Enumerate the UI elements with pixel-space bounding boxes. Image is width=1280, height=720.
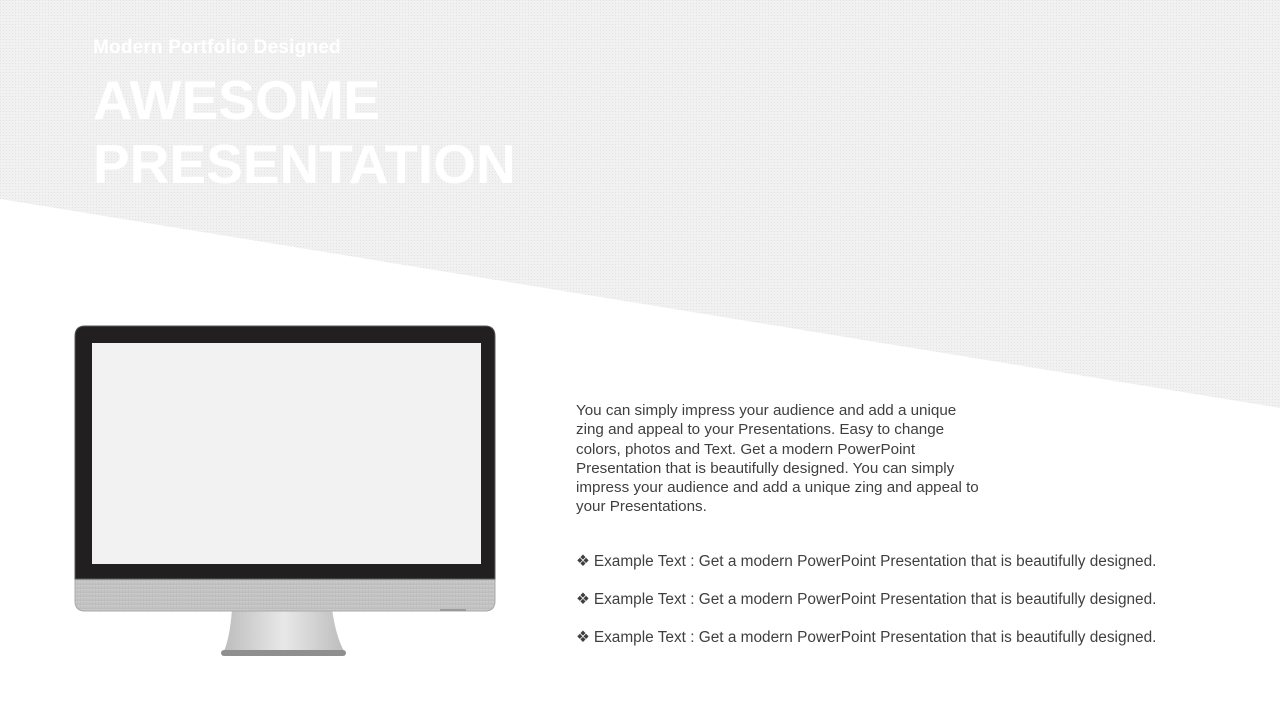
list-item — [576, 628, 1156, 666]
bullet-text: Example Text : Get a modern PowerPoint Presentation that is beautifully designed. — [593, 553, 1157, 570]
slide-subtitle: Modern Portfolio Designed — [93, 37, 341, 58]
slide-title — [93, 68, 516, 196]
bullet-text: Example Text : Get a modern PowerPoint Presentation that is beautifully designed. — [593, 591, 1157, 608]
monitor-screen — [92, 343, 481, 564]
list-item — [576, 552, 1156, 590]
list-item — [576, 590, 1156, 628]
title-line-1: AWESOME — [93, 69, 381, 131]
bullet-list — [576, 552, 1156, 666]
diamond-bullet-icon: ❖ — [576, 553, 590, 570]
monitor-chin — [75, 575, 495, 611]
diamond-bullet-icon: ❖ — [576, 591, 590, 608]
monitor-mockup — [74, 325, 496, 659]
body-paragraph: You can simply impress your audience and add a unique zing and appeal to your Presentations. Easy to change colors, photos and Text. Get a modern PowerPoint Presentation that is beautifully designed. You can simply impress your audience and add a unique zing and appeal to your Presentations. — [576, 402, 979, 516]
monitor-stand — [224, 609, 344, 651]
monitor-led — [440, 609, 466, 611]
bullet-text: Example Text : Get a modern PowerPoint Presentation that is beautifully designed. — [593, 629, 1157, 646]
title-line-2: PRESENTATION — [93, 133, 516, 195]
monitor-foot — [221, 650, 346, 656]
diamond-bullet-icon: ❖ — [576, 629, 590, 646]
